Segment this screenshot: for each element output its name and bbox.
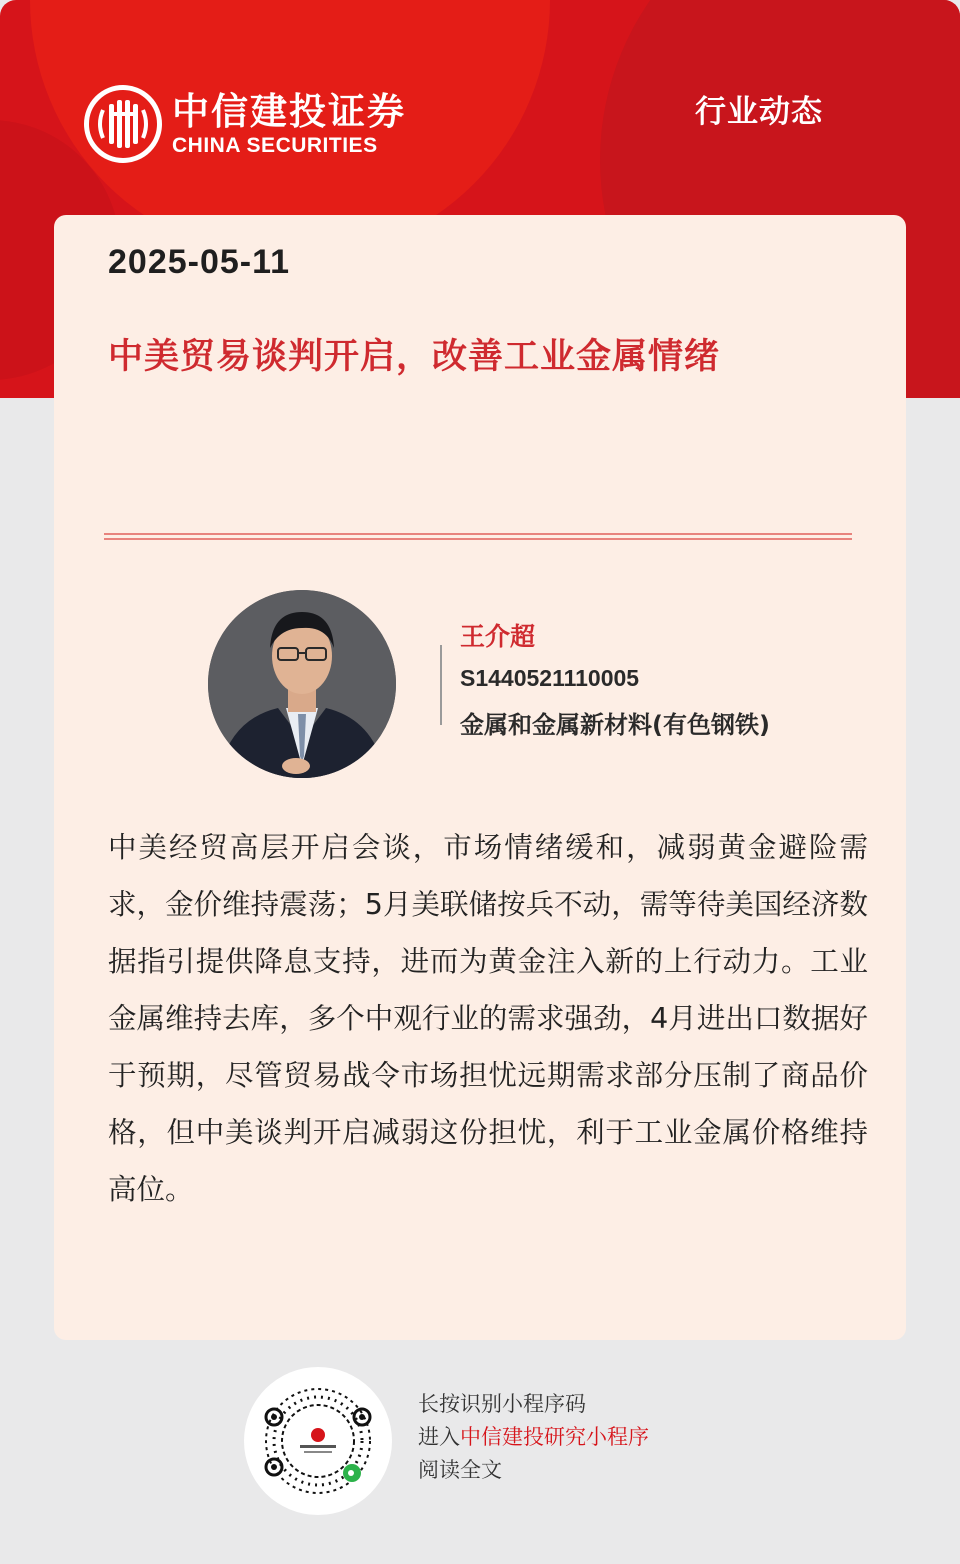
qr-instructions <box>418 1388 649 1487</box>
report-summary: 中美经贸高层开启会谈，市场情绪缓和，减弱黄金避险需求，金价维持震荡；5月美联储按兵不动，需等待美国经济数据指引提供降息支持，进而为黄金注入新的上行动力。工业金属维持去库，多个中观行业的需求强劲，4月进出口数据好于预期，尽管贸易战令市场担忧远期需求部分压制了商品价格，但中美谈判开启减弱这份担忧，利于工业金属价格维持高位。 <box>108 831 868 1206</box>
author-avatar <box>208 590 396 778</box>
brand-name-en: CHINA SECURITIES <box>172 134 378 157</box>
qr-line-1: 长按识别小程序码 <box>418 1392 586 1416</box>
qr-line-2: 进入中信建投研究小程序 <box>418 1425 649 1449</box>
author-name: 王介超 <box>460 622 536 651</box>
report-card <box>54 215 906 1340</box>
divider <box>104 533 852 540</box>
brand-name-cn: 中信建投证券 <box>172 89 406 133</box>
brand-logo <box>84 84 414 164</box>
qr-line-3: 阅读全文 <box>418 1458 502 1482</box>
mini-program-qr-code[interactable] <box>244 1367 392 1515</box>
author-license-id: S1440521110005 <box>460 665 640 691</box>
category-label: 行业动态 <box>695 94 823 130</box>
report-title: 中美贸易谈判开启，改善工业金属情绪 <box>108 337 721 377</box>
report-date: 2025-05-11 <box>108 243 291 281</box>
mini-program-name: 中信建投研究小程序 <box>460 1425 649 1449</box>
author-separator <box>440 645 442 725</box>
author-field: 金属和金属新材料(有色钢铁) <box>460 711 770 739</box>
citic-logo-icon <box>84 85 162 163</box>
